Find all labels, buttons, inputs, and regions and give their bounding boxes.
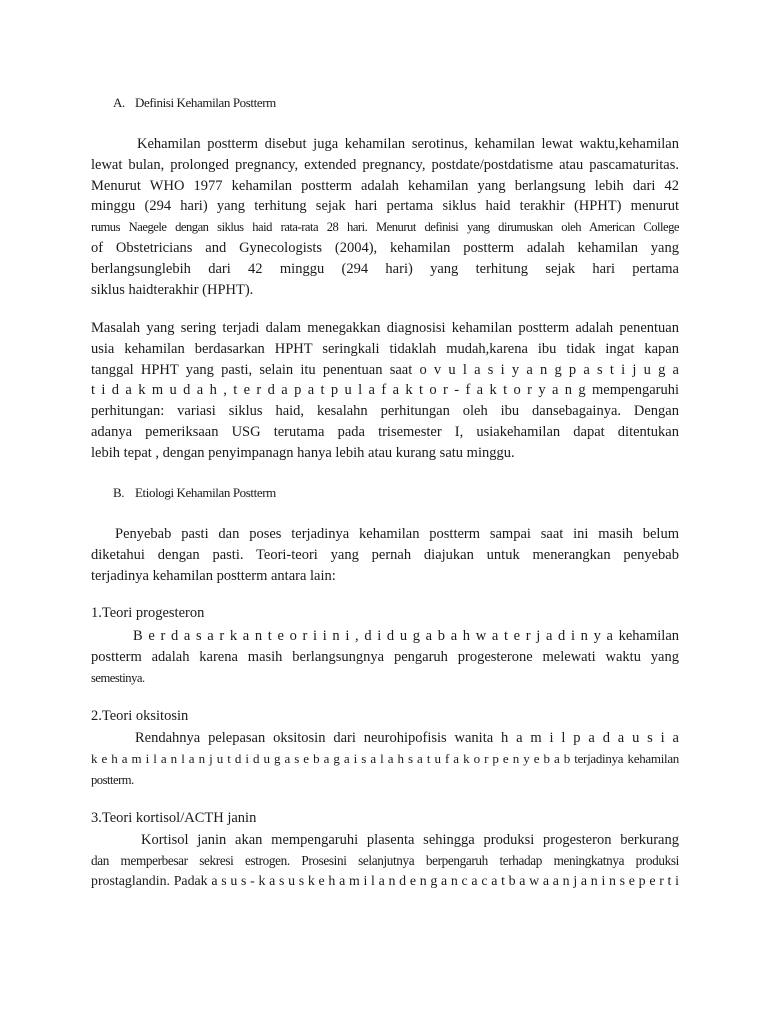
- theory-3-title: 3.Teori kortisol/ACTH janin: [91, 810, 257, 826]
- section-b-title: Etiologi Kehamilan Postterm: [135, 485, 276, 500]
- theory-2-text: [91, 728, 679, 790]
- text-line: tanggal HPHT yang pasti, selain itu penentuan saat o v u l a s i y a n g p a s t i j u g a: [91, 361, 679, 378]
- text-line: t i d a k m u d a h , t e r d a p a t p u l a f a k t o r - f a k t o r y a n g mempengaruhi: [91, 382, 679, 399]
- text-line: k e h a m i l a n l a n j u t d i d u g a s e b a g a i s a l a h s a t u f a k o r p e n y e b a b terjadinya kehamilan: [91, 750, 679, 766]
- section-b-heading: [113, 485, 276, 501]
- section-a-paragraph-1: [91, 134, 679, 300]
- text-line: B e r d a s a r k a n t e o r i i n i , d i d u g a b a h w a t e r j a d i n y a kehamilan: [133, 628, 679, 644]
- text-line: Masalah yang sering terjadi dalam menegakkan diagnosisi kehamilan postterm adalah penentuan: [91, 320, 679, 336]
- section-a-paragraph-2: [91, 318, 679, 464]
- text-line: postterm adalah karena masih berlangsungnya pengaruh progesterone melewati waktu yang: [91, 648, 679, 665]
- section-b-intro: [91, 524, 679, 586]
- text-line: perhitungan: variasi siklus haid, kesalahn perhitungan oleh ibu dansebagainya. Dengan: [91, 403, 679, 420]
- section-b-marker: B.: [113, 485, 125, 500]
- text-line: Kehamilan postterm disebut juga kehamilan serotinus, kehamilan lewat waktu,kehamilan: [137, 136, 679, 152]
- text-line: dan memperbesar sekresi estrogen. Prosesini selanjutnya berpengaruh terhadap meningkatnya produksi: [91, 852, 679, 868]
- theory-3-text: [91, 830, 679, 892]
- text-line: Rendahnya pelepasan oksitosin dari neurohipofisis wanita h a m i l p a d a u s i a: [135, 730, 679, 746]
- text-line: rumus Naegele dengan siklus haid rata-rata 28 hari. Menurut definisi yang dirumuskan oleh American College: [91, 220, 679, 235]
- text-line: prostaglandin. Padak a s u s - k a s u s k e h a m i l a n d e n g a n c a c a t b a w a a n j a n i n s e p e r t i: [91, 873, 679, 889]
- section-a-heading: [113, 95, 276, 111]
- text-line: Penyebab pasti dan poses terjadinya kehamilan postterm sampai saat ini masih belum: [115, 526, 679, 542]
- text-line: adanya pemeriksaan USG terutama pada trisemester I, usiakehamilan dapat ditentukan: [91, 423, 679, 440]
- text-line: Menurut WHO 1977 kehamilan postterm adalah kehamilan yang berlangsung lebih dari 42: [91, 177, 679, 194]
- text-line: siklus haidterakhir (HPHT).: [91, 281, 254, 298]
- theory-2-title: 2.Teori oksitosin: [91, 708, 189, 724]
- theory-1-text: [91, 626, 679, 688]
- theory-1-title: 1.Teori progesteron: [91, 605, 205, 621]
- text-line: lewat bulan, prolonged pregnancy, extended pregnancy, postdate/postdatisme atau pascamaturitas.: [91, 156, 679, 173]
- text-line: terjadinya kehamilan postterm antara lain:: [91, 567, 336, 584]
- text-line: of Obstetricians and Gynecologists (2004), kehamilan postterm adalah kehamilan yang: [91, 239, 679, 256]
- text-line: lebih tepat , dengan penyimpanagn hanya lebih atau kurang satu minggu.: [91, 444, 515, 461]
- text-line: berlangsunglebih dari 42 minggu (294 hari) yang terhitung sejak hari pertama: [91, 260, 679, 277]
- text-line: diketahui dengan pasti. Teori-teori yang pernah diajukan untuk menerangkan penyebab: [91, 546, 679, 563]
- text-line: postterm.: [91, 772, 134, 787]
- text-line: semestinya.: [91, 670, 145, 685]
- text-line: minggu (294 hari) yang terhitung sejak hari pertama siklus haid terakhir (HPHT) menurut: [91, 198, 679, 215]
- text-line: usia kehamilan berdasarkan HPHT seringkali tidaklah mudah,karena ibu tidak ingat kapan: [91, 340, 679, 357]
- section-a-title: Definisi Kehamilan Postterm: [135, 95, 276, 110]
- section-a-marker: A.: [113, 95, 125, 110]
- text-line: Kortisol janin akan mempengaruhi plasenta sehingga produksi progesteron berkurang: [141, 832, 679, 848]
